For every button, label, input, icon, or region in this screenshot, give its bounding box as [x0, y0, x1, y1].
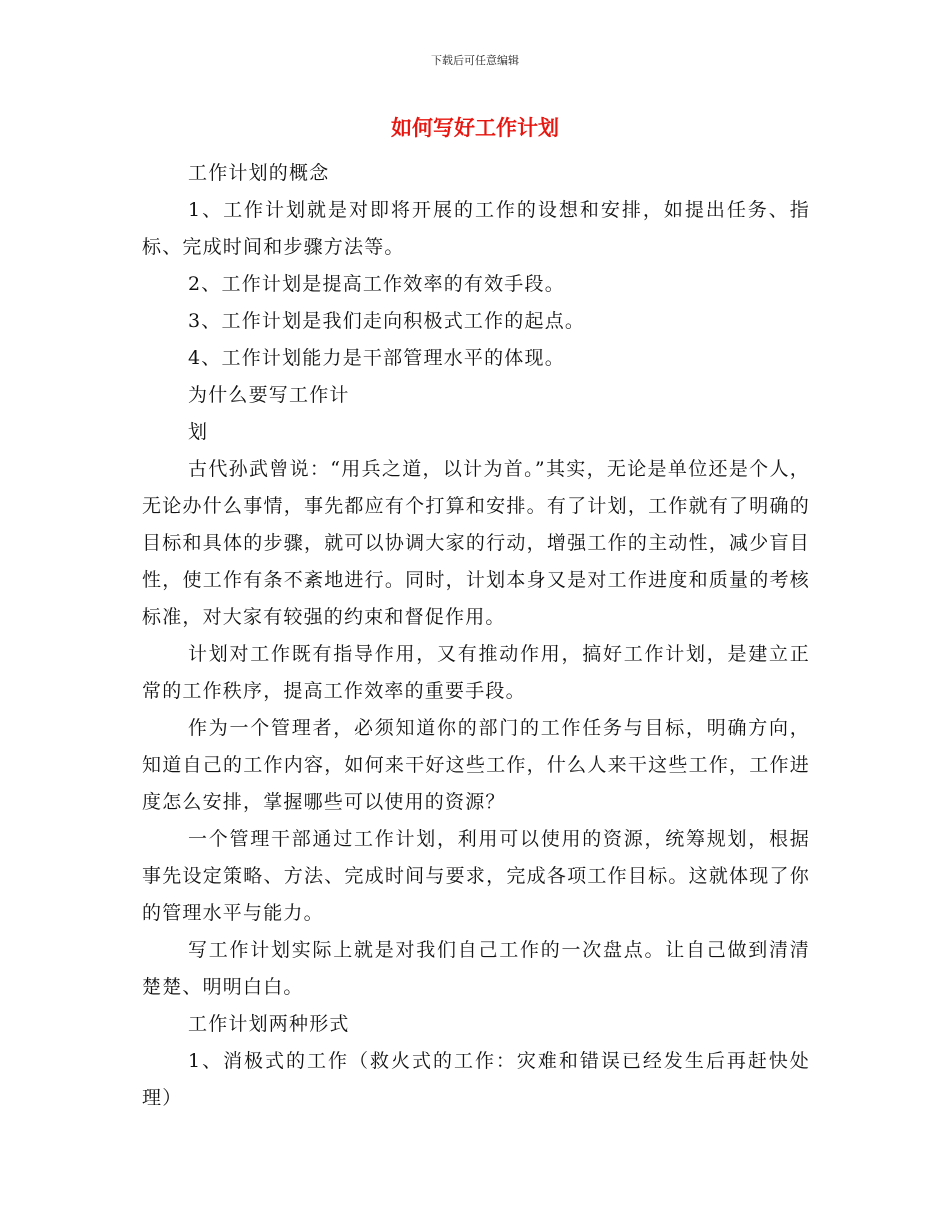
paragraph-why-heading-cont: 划 — [188, 421, 209, 443]
paragraph-why-heading: 为什么要写工作计 — [188, 384, 350, 406]
paragraph-form-1: 1、消极式的工作（救火式的工作：灾难和错误已经发生后再赶快处理） — [142, 1050, 810, 1109]
paragraph-concept-heading: 工作计划的概念 — [188, 162, 330, 184]
document-body — [142, 155, 810, 1117]
paragraph-guidance: 计划对工作既有指导作用，又有推动作用，搞好工作计划，是建立正常的工作秩序，提高工作效率的重要手段。 — [142, 643, 810, 702]
paragraph-inventory: 写工作计划实际上就是对我们自己工作的一次盘点。让自己做到清清楚楚、明明白白。 — [142, 939, 810, 998]
paragraph-manager: 作为一个管理者，必须知道你的部门的工作任务与目标，明确方向，知道自己的工作内容，如何来干好这些工作，什么人来干这些工作，工作进度怎么安排，掌握哪些可以使用的资源？ — [142, 717, 810, 813]
paragraph-sunwu: 古代孙武曾说：“用兵之道，以计为首。”其实，无论是单位还是个人，无论办什么事情，事先都应有个打算和安排。有了计划，工作就有了明确的目标和具体的步骤，就可以协调大家的行动，增强工作的主动性，减少盲目性，使工作有条不紊地进行。同时，计划本身又是对工作进度和质量的考核标准，对大家有较强的约束和督促作用。 — [142, 458, 810, 628]
paragraph-point-3: 3、工作计划是我们走向积极式工作的起点。 — [188, 310, 586, 332]
paragraph-forms-heading: 工作计划两种形式 — [188, 1013, 350, 1035]
document-title: 如何写好工作计划 — [391, 116, 559, 140]
paragraph-point-2: 2、工作计划是提高工作效率的有效手段。 — [188, 273, 565, 295]
paragraph-point-4: 4、工作计划能力是干部管理水平的体现。 — [188, 347, 565, 369]
paragraph-cadre: 一个管理干部通过工作计划，利用可以使用的资源，统筹规划，根据事先设定策略、方法、完成时间与要求，完成各项工作目标。这就体现了你的管理水平与能力。 — [142, 828, 810, 924]
page-header-note: 下载后可任意编辑 — [431, 54, 519, 67]
paragraph-point-1: 1、工作计划就是对即将开展的工作的设想和安排，如提出任务、指标、完成时间和步骤方法等。 — [142, 199, 810, 258]
